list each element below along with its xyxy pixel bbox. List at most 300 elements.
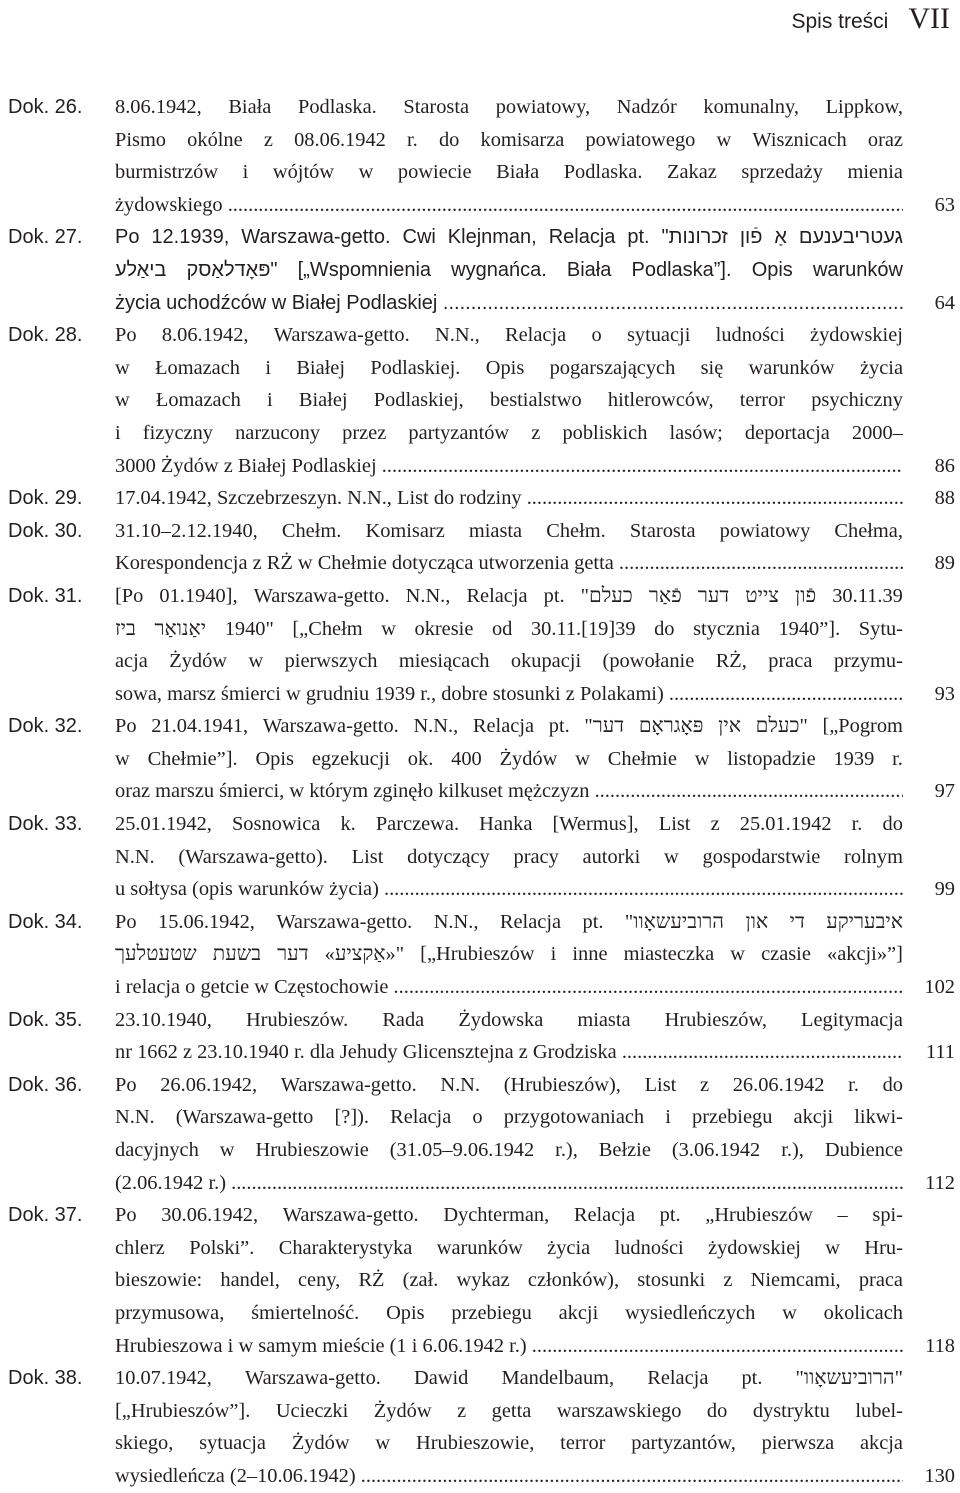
- entry-word: Cwi: [402, 226, 436, 249]
- entry-word: 400: [451, 747, 482, 770]
- entry-word: Podlaska.: [563, 161, 643, 184]
- entry-line-text: (2.06.1942 r.) .....: [115, 1167, 903, 1200]
- entry-word: "דער: [584, 715, 625, 738]
- entry-word: [Po: [115, 584, 144, 607]
- entry-word: do: [882, 813, 903, 836]
- entry-word: k.: [340, 813, 356, 836]
- entry-word: [„Hrubieszów: [420, 943, 535, 966]
- entry-label: Dok. 26.: [8, 96, 83, 118]
- entry-word: N.N.: [115, 1106, 155, 1129]
- entry-word: partyzantów: [408, 421, 510, 444]
- entry-word: Żydów: [499, 747, 558, 770]
- entry-word: o: [472, 1106, 483, 1129]
- entry-label: Dok. 38.: [8, 1367, 83, 1390]
- entry-word: פֿאַר: [648, 584, 682, 607]
- entry-word: Warszawa-getto.: [280, 1073, 417, 1096]
- entry-word: warunków: [748, 356, 835, 379]
- entry-word: r.: [851, 813, 863, 836]
- entry-word: pt.: [627, 226, 650, 249]
- entry-word: warszawskiego: [556, 1399, 682, 1422]
- entry-line-text: żydowskiego .....: [115, 189, 903, 222]
- entry-description: [115, 710, 903, 808]
- entry-word: od: [491, 617, 513, 640]
- entry-word: צייט: [745, 584, 779, 607]
- entry-word: z: [723, 1269, 733, 1292]
- entry-word: (zał.: [402, 1269, 439, 1292]
- entry-word: pt.: [548, 715, 570, 738]
- entry-word: (Warszawa-getto).: [178, 845, 328, 868]
- entry-word: –: [837, 1204, 848, 1227]
- entry-word: Hrubieszowie,: [415, 1432, 535, 1455]
- entry-word: 1939: [833, 747, 875, 770]
- entry-line-text: życia uchodźców w Białej Podlaskiej .....: [115, 287, 903, 320]
- entry-word: likwi-: [854, 1106, 903, 1129]
- entry-word: i: [115, 421, 121, 444]
- entry-word: i: [265, 356, 271, 379]
- entry-line-with-leader: [115, 189, 903, 222]
- entry-page-number[interactable]: 93: [934, 682, 955, 705]
- entry-description: [115, 1004, 903, 1069]
- entry-word: Białej: [296, 356, 346, 379]
- entry-line-with-leader: [115, 1036, 903, 1069]
- entry-line: [115, 384, 903, 417]
- entry-word: RŻ: [358, 1269, 385, 1292]
- entry-page-number[interactable]: 88: [934, 487, 955, 510]
- entry-word: Relacja: [466, 584, 528, 607]
- entry-word: okólne: [187, 128, 243, 151]
- entry-word: z: [699, 1073, 710, 1096]
- entry-word: Łomazach: [155, 356, 240, 379]
- entry-word: partyzantów,: [631, 1432, 736, 1455]
- toc-entry: [0, 221, 960, 319]
- entry-word: Chełm.: [546, 519, 606, 542]
- entry-word: r.: [407, 128, 418, 151]
- entry-word: w: [381, 617, 396, 640]
- entry-word: miasta: [468, 519, 523, 542]
- entry-word: אין: [718, 715, 741, 738]
- entry-word: דער: [277, 943, 309, 966]
- entry-word: Parczewa.: [375, 813, 460, 836]
- entry-word: Nadzór: [616, 96, 677, 118]
- entry-description: [115, 482, 903, 515]
- entry-word: פּאָדלאַסק": [186, 258, 278, 281]
- entry-word: przez: [342, 421, 387, 444]
- entry-word: z: [457, 1399, 467, 1422]
- entry-word: ok.: [407, 747, 434, 770]
- entry-word: Zakaz: [667, 161, 717, 184]
- entry-word: Hanka: [479, 813, 533, 836]
- entry-word: warunków: [812, 258, 903, 281]
- entry-word: powiatowy: [719, 519, 811, 542]
- entry-word: z: [531, 421, 541, 444]
- entry-word: miasteczka: [623, 943, 715, 966]
- entry-word: Warszawa-getto.: [262, 715, 399, 738]
- entry-word: Opis: [386, 1301, 425, 1324]
- entry-label: Dok. 34.: [8, 910, 83, 933]
- entry-page-number[interactable]: 64: [934, 291, 955, 314]
- entry-description: [115, 1199, 903, 1362]
- entry-word: [„Pogrom: [822, 715, 903, 738]
- entry-line: [115, 841, 903, 874]
- entry-word: 1940”].: [778, 617, 841, 640]
- entry-page-number[interactable]: 118: [925, 1334, 955, 1357]
- entry-word: śmiertelność.: [251, 1301, 360, 1324]
- entry-word: acja: [115, 650, 148, 673]
- entry-word: Ucieczki: [275, 1399, 349, 1422]
- entry-word: Chełm.: [281, 519, 342, 542]
- entry-word: pierwszych: [284, 650, 378, 673]
- entry-word: autorki: [582, 845, 641, 868]
- entry-word: praca: [768, 650, 813, 673]
- entry-word: 08.06.1942: [294, 128, 386, 151]
- entry-word: mienia: [847, 161, 903, 184]
- entry-word: "הרוביעשאָוו": [795, 1367, 903, 1390]
- entry-word: rolnym: [844, 845, 903, 868]
- entry-word: w: [375, 1432, 391, 1455]
- entry-word: 10.07.1942,: [115, 1367, 212, 1390]
- entry-word: 30.11.39: [832, 584, 903, 607]
- entry-word: stycznia: [693, 617, 760, 640]
- entry-word: Podlaska”].: [631, 258, 732, 281]
- entry-word: skiego,: [115, 1432, 174, 1455]
- entry-label: Dok. 35.: [8, 1008, 83, 1031]
- entry-word: żydowskiej: [708, 1236, 801, 1259]
- entry-word: przymu-: [833, 650, 903, 673]
- entry-word: bestialstwo: [489, 389, 582, 412]
- entry-word: w: [115, 389, 130, 412]
- entry-word: egzekucji: [311, 747, 390, 770]
- entry-word: 23.10.1940,: [115, 1008, 212, 1031]
- entry-word: Żydów: [373, 1399, 432, 1422]
- entry-line-text: 3000 Żydów z Białej Podlaskiej .....: [115, 450, 903, 483]
- entry-description: [115, 1069, 903, 1199]
- entry-word: Po: [115, 715, 137, 738]
- entry-word: handel,: [220, 1269, 280, 1292]
- entry-word: stosunki: [637, 1269, 706, 1292]
- entry-line-text: i relacja o getcie w Częstochowie .....: [115, 971, 903, 1004]
- entry-word: w: [219, 1139, 235, 1161]
- entry-word: Charakterystyka: [278, 1236, 413, 1259]
- entry-line: [115, 515, 903, 548]
- entry-line: [115, 417, 903, 450]
- entry-word: N.N.,: [413, 715, 459, 738]
- entry-word: פֿון: [795, 584, 817, 607]
- entry-word: terror: [739, 389, 786, 412]
- entry-word: (31.05–9.06.1942: [389, 1139, 535, 1161]
- entry-word: Chełmie”].: [147, 747, 238, 770]
- page-number: VII: [908, 2, 950, 35]
- entry-line: [115, 1297, 903, 1330]
- entry-word: r.: [848, 1073, 859, 1096]
- entry-word: dotyczący: [407, 845, 490, 868]
- toc-entry: [0, 1069, 960, 1199]
- entry-word: Opis: [255, 747, 294, 770]
- entry-word: w: [694, 747, 710, 770]
- entry-line: [115, 1069, 903, 1102]
- entry-word: Warszawa-getto.: [241, 226, 391, 249]
- entry-word: יאַנואַר: [154, 617, 207, 640]
- entry-word: w: [730, 943, 745, 966]
- entry-word: burmistrzów: [115, 161, 219, 184]
- entry-line: [115, 1004, 903, 1037]
- entry-page-number[interactable]: 112: [925, 1171, 955, 1194]
- entry-word: Starosta: [403, 96, 470, 118]
- entry-word: powiecie: [397, 161, 472, 184]
- entry-word: w: [664, 845, 679, 868]
- entry-word: w: [248, 650, 264, 673]
- entry-word: w: [716, 128, 732, 151]
- entry-word: pt.: [582, 910, 604, 933]
- entry-word: i: [267, 389, 273, 412]
- entry-word: List: [658, 813, 691, 836]
- entry-page-number[interactable]: 102: [924, 976, 955, 999]
- entry-word: wysiedleńczych: [625, 1301, 756, 1324]
- entry-word: lubel-: [855, 1399, 903, 1422]
- entry-word: List: [644, 1073, 677, 1096]
- entry-line: [115, 352, 903, 385]
- entry-word: List: [351, 845, 384, 868]
- entry-word: ceny,: [298, 1269, 341, 1292]
- entry-line-text: 17.04.1942, Szczebrzeszyn. N.N., List do rodziny .....: [115, 482, 903, 515]
- entry-word: wygnańca.: [451, 258, 547, 281]
- entry-word: [„Chełm: [292, 617, 363, 640]
- entry-word: Warszawa-getto.: [244, 1367, 381, 1390]
- entry-word: Biała: [228, 96, 272, 118]
- entry-line-with-leader: [115, 775, 903, 808]
- entry-line: [115, 1199, 903, 1232]
- entry-word: Podlaskiej,: [373, 389, 464, 412]
- entry-page-number[interactable]: 97: [934, 780, 955, 803]
- entry-word: די: [789, 910, 805, 933]
- entry-word: sytuacji: [626, 324, 691, 347]
- entry-word: deportacja: [744, 421, 830, 444]
- entry-word: Biała: [496, 161, 540, 184]
- entry-word: Warszawa-getto.: [253, 584, 390, 607]
- entry-word: życia: [859, 356, 903, 379]
- entry-description: [115, 319, 903, 482]
- entry-page-number[interactable]: 86: [934, 454, 955, 477]
- entry-description: [115, 906, 903, 1004]
- entry-word: Chełma,: [834, 519, 903, 542]
- entry-word: Podlaskiej.: [370, 356, 461, 379]
- entry-word: Warszawa-getto.: [273, 324, 410, 347]
- entry-word: בשעת: [212, 943, 262, 966]
- entry-line-with-leader: [115, 450, 903, 483]
- entry-line: [115, 1395, 903, 1428]
- entry-line: [115, 1427, 903, 1460]
- entry-word: דער: [697, 584, 730, 607]
- entry-word: okresie: [414, 617, 474, 640]
- entry-word: o: [591, 324, 602, 347]
- entry-word: Hrubieszów,: [664, 1008, 767, 1031]
- toc-entry: [0, 1004, 960, 1069]
- entry-line-with-leader: [115, 971, 903, 1004]
- entry-description: [115, 91, 903, 221]
- entry-word: akcja: [859, 1432, 903, 1455]
- entry-word: sytuacja: [199, 1432, 266, 1455]
- entry-label: Dok. 27.: [8, 226, 83, 249]
- entry-word: און: [745, 910, 769, 933]
- entry-word: Lippkow,: [825, 96, 903, 118]
- entry-word: życia: [547, 1236, 591, 1259]
- entry-word: Dychterman,: [443, 1204, 550, 1227]
- entry-label: Dok. 31.: [8, 584, 83, 607]
- entry-word: powiatowego: [585, 128, 696, 151]
- entry-line-with-leader: [115, 678, 903, 711]
- entry-word: fizyczny: [142, 421, 213, 444]
- entry-word: pt.: [741, 1367, 763, 1390]
- entry-word: N.N.,: [435, 324, 480, 347]
- entry-word: „Hrubieszów: [705, 1204, 813, 1227]
- entry-page-number[interactable]: 99: [934, 878, 955, 901]
- entry-label: Dok. 28.: [8, 324, 83, 347]
- entry-word: [?]).: [334, 1106, 370, 1129]
- entry-line: [115, 1232, 903, 1265]
- toc-entry: [0, 482, 960, 515]
- entry-line: [115, 580, 903, 613]
- entry-word: איבעריקע: [826, 910, 903, 933]
- entry-word: 8.06.1942,: [115, 96, 202, 118]
- entry-word: אַ: [774, 226, 787, 249]
- entry-word: "הרוביעשאָוו: [624, 910, 725, 933]
- entry-word: Po: [115, 324, 137, 347]
- entry-word: Dubience: [824, 1139, 903, 1161]
- toc-entry: [0, 710, 960, 808]
- entry-line-with-leader: [115, 287, 903, 320]
- entry-word: Relacja: [573, 1204, 635, 1227]
- entry-line: [115, 91, 903, 124]
- entry-word: Podlaska.: [298, 96, 377, 118]
- entry-word: Opis: [751, 258, 793, 281]
- entry-word: Dawid: [413, 1367, 469, 1390]
- entry-word: i: [550, 943, 557, 966]
- entry-word: inne: [572, 943, 608, 966]
- entry-page-number[interactable]: 89: [934, 552, 955, 575]
- entry-line-text: u sołtysa (opis warunków życia) .....: [115, 873, 903, 906]
- entry-word: ביז: [115, 617, 136, 640]
- entry-word: w: [115, 356, 130, 379]
- entry-word: שטעטלעך: [115, 943, 197, 966]
- entry-line: [115, 710, 903, 743]
- entry-line: [115, 319, 903, 352]
- entry-word: r.),: [781, 1139, 804, 1161]
- entry-word: Sytu-: [858, 617, 903, 640]
- entry-description: [115, 221, 903, 319]
- entry-word: oraz: [867, 128, 903, 151]
- entry-word: Pismo: [115, 128, 166, 151]
- entry-word: miasta: [577, 1008, 631, 1031]
- entry-word: akcji: [793, 1106, 834, 1129]
- entry-line: [115, 124, 903, 157]
- entry-word: członków),: [527, 1269, 620, 1292]
- entry-word: Żydów: [169, 650, 228, 673]
- entry-word: psychiczny: [811, 389, 903, 412]
- entry-word: Hru-: [864, 1236, 903, 1259]
- entry-word: r.: [892, 747, 903, 770]
- entry-word: 8.06.1942,: [161, 324, 249, 347]
- entry-word: Sosnowica: [231, 813, 321, 836]
- entry-word: Żydów: [291, 1432, 350, 1455]
- entry-word: 2000–: [851, 421, 903, 444]
- entry-word: przygotowaniach: [503, 1106, 645, 1129]
- entry-word: Hrubieszów.: [245, 1008, 349, 1031]
- entry-word: 1940": [224, 617, 274, 640]
- entry-page-number[interactable]: 111: [925, 1041, 955, 1064]
- toc-entry: [0, 319, 960, 482]
- entry-word: Chełmie: [607, 747, 677, 770]
- entry-word: Relacja: [499, 910, 562, 933]
- entry-label: Dok. 36.: [8, 1073, 83, 1096]
- entry-word: w: [575, 747, 590, 770]
- entry-word: Legitymacja: [801, 1008, 903, 1031]
- entry-word: pracy: [513, 845, 559, 868]
- entry-word: 01.1940],: [159, 584, 238, 607]
- table-of-contents: [0, 91, 960, 1493]
- toc-entry: [0, 515, 960, 580]
- entry-line: [115, 906, 903, 939]
- entry-word: hitlerowców,: [607, 389, 714, 412]
- entry-word: «אַקציע»": [324, 943, 405, 966]
- entry-word: Wisznicach: [752, 128, 847, 151]
- entry-word: się: [700, 356, 724, 379]
- entry-word: pt.: [659, 1204, 681, 1227]
- entry-word: w: [358, 161, 374, 184]
- entry-word: w: [825, 1236, 841, 1259]
- entry-word: 26.06.1942,: [160, 1073, 258, 1096]
- entry-word: N.N.: [115, 845, 155, 868]
- entry-line: [115, 254, 903, 287]
- entry-page-number[interactable]: 130: [924, 1464, 955, 1487]
- entry-word: akcji: [558, 1301, 599, 1324]
- entry-word: Biała: [566, 258, 612, 281]
- entry-word: warunków: [436, 1236, 523, 1259]
- entry-description: [115, 515, 903, 580]
- entry-word: ludności: [614, 1236, 684, 1259]
- entry-word: okupacji: [510, 650, 582, 673]
- entry-word: 21.04.1941,: [151, 715, 249, 738]
- entry-line-with-leader: [115, 1167, 903, 1200]
- entry-line-text: wysiedleńcza (2–10.06.1942) .....: [115, 1460, 903, 1493]
- entry-page-number[interactable]: 63: [934, 193, 955, 216]
- entry-word: Polski”.: [189, 1236, 255, 1259]
- entry-word: N.N.,: [433, 910, 479, 933]
- entry-word: 31.10–2.12.1940,: [115, 519, 258, 542]
- entry-word: Starosta: [629, 519, 696, 542]
- entry-word: 25.01.1942,: [115, 813, 212, 836]
- entry-line: [115, 645, 903, 678]
- entry-line-text: Korespondencja z RŻ w Chełmie dotycząca utworzenia getta .....: [115, 547, 903, 580]
- entry-word: r.),: [555, 1139, 578, 1161]
- entry-line-text: sowa, marsz śmierci w grudniu 1939 r., dobre stosunki z Polakami) .....: [115, 678, 903, 711]
- entry-line-text: Hrubieszowa i w samym mieście (1 i 6.06.1942 r.) .....: [115, 1330, 903, 1363]
- entry-word: lasów;: [669, 421, 723, 444]
- entry-word: Relacja: [390, 1106, 452, 1129]
- entry-line: [115, 1362, 903, 1395]
- entry-word: dacyjnych: [115, 1139, 199, 1161]
- entry-word: N.N.: [440, 1073, 481, 1096]
- entry-word: narzucony: [235, 421, 321, 444]
- entry-line: [115, 938, 903, 971]
- entry-line-text: oraz marszu śmierci, w którym zginęło kilkuset mężczyzn .....: [115, 775, 903, 808]
- entry-word: pt.: [543, 584, 565, 607]
- entry-word: przymusowa,: [115, 1301, 225, 1324]
- entry-word: sprzedaży: [741, 161, 823, 184]
- entry-word: chlerz: [115, 1236, 165, 1259]
- entry-line: [115, 743, 903, 776]
- running-header: [791, 2, 950, 42]
- entry-word: komisarza: [480, 128, 565, 151]
- entry-word: Mandelbaum,: [501, 1367, 615, 1390]
